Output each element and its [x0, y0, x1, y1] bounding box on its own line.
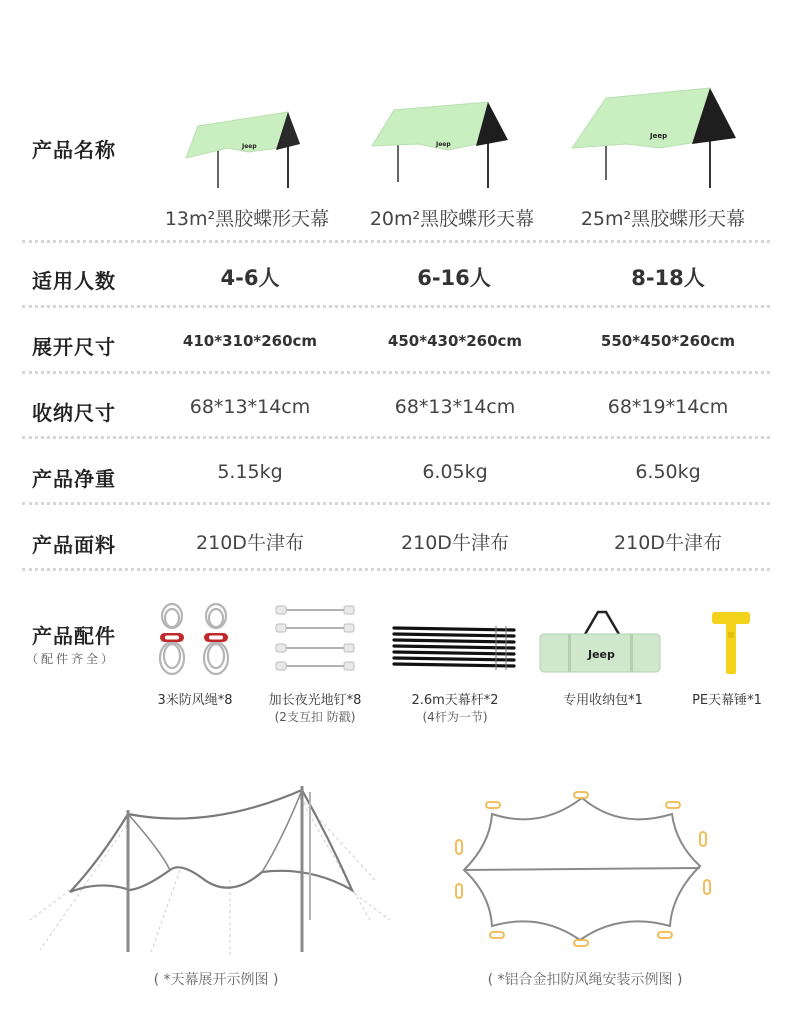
tarp-setup-diagram: [30, 770, 390, 960]
hammer-icon: [708, 608, 754, 678]
row-label-open-size: 展开尺寸: [32, 335, 116, 359]
fabric-col-2: 210D牛津布: [401, 532, 509, 554]
row-label-weight: 产品净重: [32, 467, 116, 491]
accessory-poles-label: 2.6m天幕杆*2: [411, 693, 499, 708]
row-divider: [22, 371, 770, 374]
row-label-fabric: 产品面料: [32, 533, 116, 557]
persons-col-3: 8-18人: [631, 266, 705, 290]
tarp-25m-image: [570, 88, 750, 190]
tarp-logo: Jeep: [650, 132, 668, 140]
fabric-col-1: 210D牛津布: [196, 532, 304, 554]
accessory-stakes-note: (2支互扣 防戳): [274, 710, 356, 724]
fabric-col-3: 210D牛津布: [614, 532, 722, 554]
buckle-install-diagram: [450, 790, 720, 950]
setup-diagram-caption: ( *天幕展开示例图 ): [153, 972, 279, 988]
tarp-20m-image: [368, 100, 538, 190]
name-col-2: 20m²黑胶蝶形天幕: [369, 208, 535, 230]
row-divider: [22, 568, 770, 571]
weight-col-1: 5.15kg: [217, 461, 283, 483]
row-label-name: 产品名称: [32, 138, 116, 162]
accessory-poles-note: (4杆为一节): [422, 710, 488, 724]
pack-size-col-3: 68*19*14cm: [607, 396, 729, 418]
row-divider: [22, 436, 770, 439]
name-col-1: 13m²黑胶蝶形天幕: [164, 208, 330, 230]
rope-icon: [152, 600, 242, 678]
weight-col-2: 6.05kg: [422, 461, 488, 483]
ground-stakes-icon: [272, 604, 358, 674]
row-divider: [22, 240, 770, 243]
pack-size-col-1: 68*13*14cm: [189, 396, 311, 418]
buckle-diagram-caption: ( *铝合金扣防风绳安装示例图 ): [487, 972, 683, 988]
tarp-logo: Jeep: [436, 141, 451, 148]
pack-size-col-2: 68*13*14cm: [394, 396, 516, 418]
storage-bag-icon: [538, 606, 662, 674]
accessory-bag-label: 专用收纳包*1: [563, 693, 643, 708]
accessories-sublabel: （配件齐全）: [26, 652, 117, 666]
persons-col-2: 6-16人: [417, 266, 491, 290]
bag-logo: Jeep: [588, 648, 615, 661]
row-label-persons: 适用人数: [32, 269, 116, 293]
accessory-stakes-label: 加长夜光地钉*8: [268, 693, 362, 708]
open-size-col-2: 450*430*260cm: [387, 332, 523, 350]
row-label-pack-size: 收纳尺寸: [32, 401, 116, 425]
tarp-logo: Jeep: [242, 143, 257, 150]
name-col-3: 25m²黑胶蝶形天幕: [580, 208, 746, 230]
open-size-col-3: 550*450*260cm: [600, 332, 736, 350]
weight-col-3: 6.50kg: [635, 461, 701, 483]
row-divider: [22, 305, 770, 308]
persons-col-1: 4-6人: [220, 266, 280, 290]
row-divider: [22, 502, 770, 505]
open-size-col-1: 410*310*260cm: [182, 332, 318, 350]
accessory-hammer-label: PE天幕锤*1: [692, 693, 762, 708]
accessory-rope-label: 3米防风绳*8: [157, 693, 233, 708]
row-label-accessories: 产品配件: [32, 624, 116, 648]
tent-poles-icon: [390, 624, 520, 674]
tarp-13m-image: [178, 108, 328, 190]
